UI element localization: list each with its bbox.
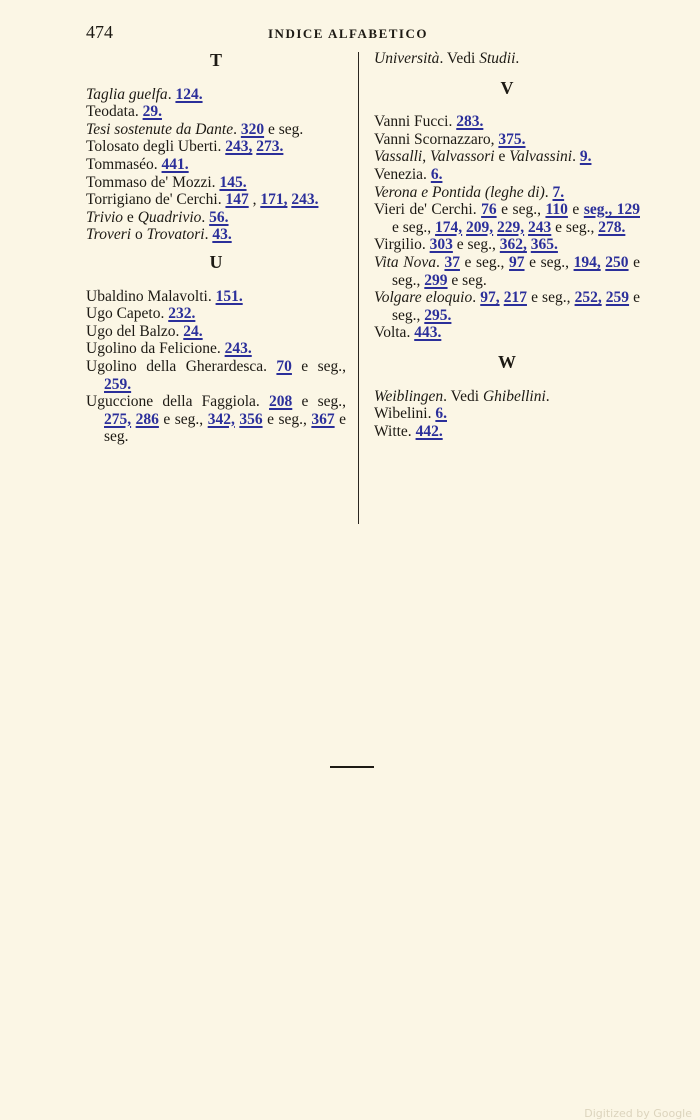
entry-text: Tommaséo. bbox=[86, 155, 162, 173]
entry-text: . bbox=[515, 50, 520, 67]
page-reference-link[interactable]: 110 bbox=[545, 201, 568, 219]
page-reference-link[interactable]: 259. bbox=[104, 375, 132, 393]
page-reference-link[interactable]: 76 bbox=[481, 201, 497, 219]
page-reference-link[interactable]: 151. bbox=[215, 287, 243, 305]
watermark: Digitized by Google bbox=[584, 1107, 692, 1120]
page-reference-link[interactable]: 320 bbox=[240, 120, 265, 138]
page-reference-link[interactable]: 252, bbox=[574, 289, 602, 307]
entry-text: . bbox=[435, 253, 445, 271]
section-letter: V bbox=[500, 77, 514, 98]
entry-text: e seg., bbox=[459, 253, 510, 271]
right-column bbox=[374, 50, 640, 440]
index-entry bbox=[86, 174, 346, 192]
page-reference-link[interactable]: 273. bbox=[256, 138, 284, 156]
index-entry bbox=[374, 50, 640, 68]
entry-text: Ugolino della Gherardesca. bbox=[86, 357, 277, 375]
entry-text: . bbox=[204, 226, 213, 244]
entry-italic-text: Tesi sostenute da Dante bbox=[86, 120, 234, 138]
index-entry bbox=[86, 86, 346, 104]
entry-italic-text: Volgare eloquio bbox=[374, 289, 473, 307]
page-reference-link[interactable]: 275, bbox=[104, 410, 132, 428]
page-reference-link[interactable]: 70 bbox=[276, 357, 292, 375]
entry-text: e seg., bbox=[496, 201, 546, 219]
index-entry bbox=[86, 191, 346, 209]
section-letter: U bbox=[209, 251, 223, 272]
page-reference-link[interactable]: 124. bbox=[175, 85, 203, 103]
entry-text: Ugolino da Felicione. bbox=[86, 340, 225, 358]
entry-italic-text: Taglia guelfa bbox=[86, 85, 168, 103]
end-rule bbox=[330, 766, 374, 768]
entry-text: e seg., bbox=[452, 236, 500, 254]
page-reference-link[interactable]: 208 bbox=[269, 393, 293, 411]
index-entry bbox=[86, 358, 346, 393]
index-entry bbox=[374, 131, 640, 149]
left-column bbox=[86, 50, 346, 446]
page-reference-link[interactable]: 250 bbox=[605, 253, 629, 271]
entry-italic-text: Trovatori bbox=[146, 226, 205, 244]
page-number: 474 bbox=[86, 22, 113, 42]
entry-text: Uguccione della Faggiola. bbox=[86, 393, 270, 411]
index-entry bbox=[86, 138, 346, 156]
page-reference-link[interactable]: 356 bbox=[239, 410, 263, 428]
entry-italic-text: Troveri bbox=[86, 226, 132, 244]
index-entry bbox=[86, 226, 346, 244]
column-divider bbox=[358, 52, 359, 524]
page-reference-link[interactable]: 209, bbox=[466, 218, 494, 236]
page-reference-link[interactable]: 441. bbox=[161, 155, 189, 173]
entry-text: e seg., bbox=[524, 253, 574, 271]
entry-italic-text: Università bbox=[374, 50, 440, 67]
entry-text: Venezia. bbox=[374, 165, 431, 183]
index-entry bbox=[374, 289, 640, 324]
entry-italic-text: Studii bbox=[479, 50, 516, 67]
page-reference-link[interactable]: 295. bbox=[424, 306, 452, 324]
entry-text: . Vedi bbox=[439, 50, 480, 67]
entry-text: Ubaldino Malavolti. bbox=[86, 287, 216, 305]
entry-text: Vanni Scornazzaro, bbox=[374, 130, 499, 148]
page-reference-link[interactable]: seg., 129 bbox=[583, 201, 640, 219]
entry-text: . bbox=[472, 289, 481, 307]
page-reference-link[interactable]: 217 bbox=[503, 289, 527, 307]
entry-italic-text: Quadrivio bbox=[137, 208, 202, 226]
page-reference-link[interactable]: 29. bbox=[142, 103, 162, 121]
entry-italic-text: Valvassori bbox=[429, 148, 495, 166]
entry-text: . bbox=[233, 120, 241, 138]
page-reference-link[interactable]: 9. bbox=[579, 148, 592, 166]
page-reference-link[interactable]: 367 bbox=[311, 410, 335, 428]
entry-italic-text: Verona e Pontida (leghe di) bbox=[374, 183, 545, 201]
index-entry bbox=[374, 113, 640, 131]
entry-text: e seg., bbox=[291, 357, 346, 375]
section-letter: W bbox=[498, 351, 516, 372]
page-reference-link[interactable]: 303 bbox=[429, 236, 453, 254]
section-letter: T bbox=[209, 50, 222, 70]
entry-text: Tolosato degli Uberti. bbox=[86, 138, 226, 156]
page-reference-link[interactable]: 37 bbox=[444, 253, 460, 271]
page-reference-link[interactable]: 243, bbox=[225, 138, 253, 156]
entry-text: e seg., bbox=[158, 410, 208, 428]
page-reference-link[interactable]: 442. bbox=[415, 422, 443, 440]
entry-italic-text: Vita Nova bbox=[374, 253, 436, 271]
page-reference-link[interactable]: 232. bbox=[168, 305, 196, 323]
entry-text: . bbox=[201, 208, 210, 226]
index-entry bbox=[86, 288, 346, 306]
page-reference-link[interactable]: 194, bbox=[573, 253, 601, 271]
index-entry bbox=[374, 254, 640, 289]
running-head: INDICE ALFABETICO bbox=[268, 26, 428, 41]
entry-text: e seg., bbox=[392, 289, 641, 324]
entry-text: e seg. bbox=[264, 120, 304, 138]
page-reference-link[interactable]: 6. bbox=[430, 165, 443, 183]
entry-text: Tommaso de' Mozzi. bbox=[86, 173, 220, 191]
entry-italic-text: Valvassini bbox=[509, 148, 573, 166]
index-entry bbox=[374, 388, 640, 406]
entry-text: . bbox=[572, 148, 580, 166]
index-entry bbox=[86, 156, 346, 174]
entry-text: Vieri de' Cerchi. bbox=[374, 201, 482, 219]
page-reference-link[interactable]: 97, bbox=[480, 289, 500, 307]
entry-text: e seg., bbox=[392, 253, 641, 289]
index-entry bbox=[374, 148, 640, 166]
entry-text: Wibelini. bbox=[374, 405, 436, 423]
entry-text: , bbox=[422, 148, 430, 166]
page-reference-link[interactable]: 259 bbox=[605, 289, 630, 307]
entry-text: e seg., bbox=[551, 218, 599, 236]
index-entry bbox=[86, 305, 346, 323]
index-entry bbox=[374, 405, 640, 423]
entry-text: e seg. bbox=[104, 410, 347, 446]
entry-text: e seg., bbox=[292, 393, 346, 411]
entry-text: e seg. bbox=[447, 271, 487, 289]
entry-text: . bbox=[545, 387, 550, 405]
index-entry bbox=[374, 166, 640, 184]
entry-text: e bbox=[494, 148, 510, 166]
entry-text: e seg., bbox=[262, 410, 312, 428]
page-reference-link[interactable]: 171, bbox=[260, 191, 288, 209]
entry-text: Ugo del Balzo. bbox=[86, 322, 184, 340]
entry-italic-text: Trivio bbox=[86, 208, 124, 226]
page-reference-link[interactable]: 365. bbox=[530, 236, 558, 254]
entry-text: o bbox=[131, 226, 147, 244]
entry-text: . bbox=[544, 183, 553, 201]
page-reference-link[interactable]: 229, bbox=[497, 218, 525, 236]
index-entry bbox=[374, 236, 640, 254]
index-entry bbox=[86, 323, 346, 341]
entry-text: Ugo Capeto. bbox=[86, 305, 169, 323]
index-entry bbox=[86, 103, 346, 121]
entry-italic-text: Weiblingen bbox=[374, 387, 444, 405]
entry-text: e bbox=[123, 208, 138, 226]
page-reference-link[interactable]: 24. bbox=[183, 322, 203, 340]
entry-text: Vanni Fucci. bbox=[374, 113, 457, 131]
page-reference-link[interactable]: 7. bbox=[552, 183, 565, 201]
page-reference-link[interactable]: 56. bbox=[209, 208, 229, 226]
entry-text: , bbox=[248, 191, 261, 209]
entry-text: Torrigiano de' Cerchi. bbox=[86, 191, 226, 209]
entry-text: Virgilio. bbox=[374, 236, 430, 254]
entry-text: Teodata. bbox=[86, 103, 143, 121]
index-entry bbox=[86, 340, 346, 358]
index-entry bbox=[86, 121, 346, 139]
page-reference-link[interactable]: 145. bbox=[219, 173, 247, 191]
page-reference-link[interactable]: 362, bbox=[499, 236, 527, 254]
index-entry bbox=[374, 324, 640, 342]
page-reference-link[interactable]: 243. bbox=[224, 340, 252, 358]
index-entry bbox=[374, 201, 640, 236]
entry-text: . bbox=[167, 85, 176, 103]
index-entry bbox=[374, 184, 640, 202]
entry-text: Volta. bbox=[374, 324, 415, 342]
page-reference-link[interactable]: 43. bbox=[212, 226, 232, 244]
page-reference-link[interactable]: 174, bbox=[435, 218, 463, 236]
entry-italic-text: Ghibellini bbox=[482, 387, 546, 405]
index-entry bbox=[86, 393, 346, 446]
entry-text: e seg., bbox=[526, 289, 575, 307]
entry-text: e bbox=[567, 201, 584, 219]
page-reference-link[interactable]: 278. bbox=[598, 218, 626, 236]
page-reference-link[interactable]: 375. bbox=[498, 130, 526, 148]
page-reference-link[interactable]: 443. bbox=[414, 324, 442, 342]
page-reference-link[interactable]: 243 bbox=[528, 218, 552, 236]
page-reference-link[interactable]: 243. bbox=[291, 191, 319, 209]
index-entry bbox=[374, 423, 640, 441]
page-reference-link[interactable]: 342, bbox=[207, 410, 235, 428]
page-reference-link[interactable]: 147 bbox=[225, 191, 249, 209]
entry-text: Witte. bbox=[374, 422, 416, 440]
page-reference-link[interactable]: 97 bbox=[509, 253, 525, 271]
index-entry bbox=[86, 209, 346, 227]
page-reference-link[interactable]: 6. bbox=[435, 405, 447, 423]
entry-text: e seg., bbox=[392, 218, 436, 236]
page-reference-link[interactable]: 286 bbox=[135, 410, 159, 428]
entry-italic-text: Vassalli bbox=[374, 148, 423, 166]
page-reference-link[interactable]: 283. bbox=[456, 113, 484, 131]
entry-text: . Vedi bbox=[443, 387, 483, 405]
page-reference-link[interactable]: 299 bbox=[424, 271, 448, 289]
